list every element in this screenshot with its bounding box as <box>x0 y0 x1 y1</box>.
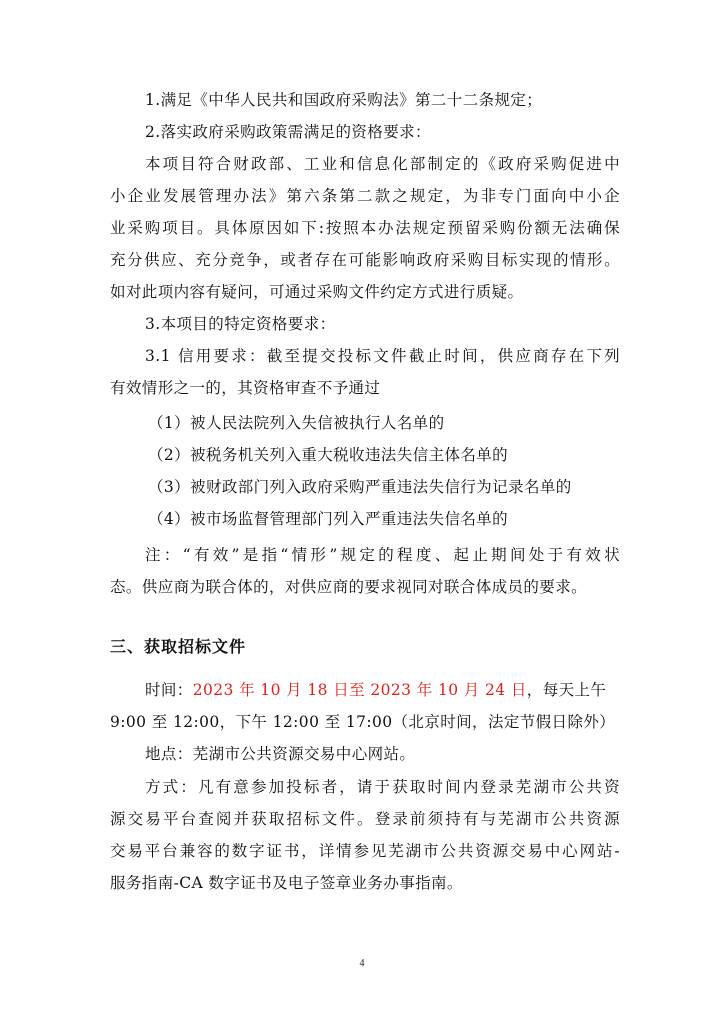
requirement-item-2: 2.落实政府采购政策需满足的资格要求： <box>145 123 431 141</box>
case-item: （4）被市场监督管理部门列入严重违法失信名单的 <box>148 510 509 528</box>
method-line: 交易平台兼容的数字证书，详情参见芜湖市公共资源交易中心网站- <box>110 842 620 860</box>
method-line: 服务指南-CA 数字证书及电子签章业务办事指南。 <box>110 874 463 892</box>
requirement-item-1: 1.满足《中华人民共和国政府采购法》第二十二条规定； <box>145 91 543 109</box>
place-line: 地点：芜湖市公共资源交易中心网站。 <box>145 745 416 763</box>
case-item: （3）被财政部门列入政府采购严重违法失信行为记录名单的 <box>148 478 572 496</box>
case-item: （2）被税务机关列入重大税收违法失信主体名单的 <box>148 446 509 464</box>
case-item: （1）被人民法院列入失信被执行人名单的 <box>148 414 445 432</box>
requirement-item-3: 3.本项目的特定资格要求： <box>145 315 336 333</box>
time-range-highlight: 2023 年 10 月 18 日至 2023 年 10 月 24 日 <box>192 681 527 699</box>
section-heading: 三、获取招标文件 <box>110 637 247 656</box>
policy-line: 本项目符合财政部、工业和信息化部制定的《政府采购促进中 <box>145 155 620 173</box>
policy-line: 如对此项内容有疑问，可通过采购文件约定方式进行质疑。 <box>110 283 524 301</box>
time-label: 时间： <box>145 681 193 699</box>
policy-line: 小企业发展管理办法》第六条第二款之规定，为非专门面向中小企 <box>110 187 620 205</box>
policy-line: 充分供应、充分竞争，或者存在可能影响政府采购目标实现的情形。 <box>110 251 620 269</box>
time-line <box>145 680 620 700</box>
time-suffix: ，每天上午 <box>526 681 607 699</box>
note-line: 态。供应商为联合体的，对供应商的要求视同对联合体成员的要求。 <box>110 578 588 596</box>
method-line: 方式：凡有意参加投标者，请于获取时间内登录芜湖市公共资 <box>145 778 620 796</box>
page-number: 4 <box>359 958 365 969</box>
credit-requirement-line: 3.1 信用要求：截至提交投标文件截止时间，供应商存在下列 <box>145 347 620 365</box>
policy-line: 业采购项目。具体原因如下:按照本办法规定预留采购份额无法确保 <box>110 219 620 237</box>
credit-requirement-line: 有效情形之一的，其资格审查不予通过 <box>110 379 381 397</box>
method-line: 源交易平台查阅并获取招标文件。登录前须持有与芜湖市公共资源 <box>110 810 620 828</box>
note-line: 注：“有效”是指“情形”规定的程度、起止期间处于有效状 <box>145 546 620 564</box>
time-line-2: 9:00 至 12:00，下午 12:00 至 17:00（北京时间，法定节假日除外） <box>110 713 616 731</box>
